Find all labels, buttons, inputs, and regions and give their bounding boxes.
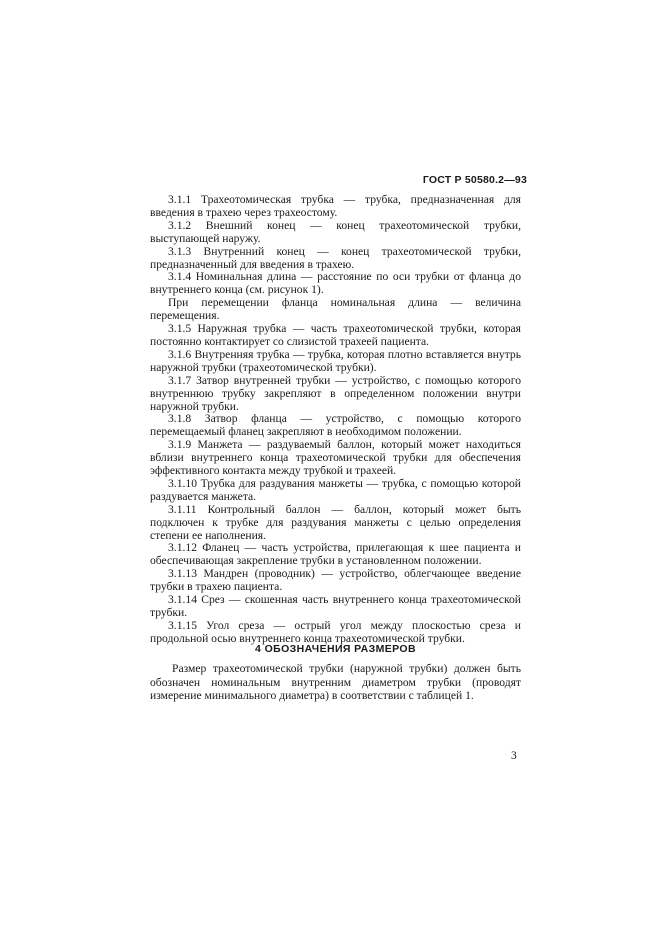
- definition-3-1-4-note: При перемещении фланца номинальная длина — величина перемещения.: [150, 296, 521, 323]
- document-header: ГОСТ Р 50580.2—93: [422, 174, 527, 186]
- definition-3-1-13: 3.1.13 Мандрен (проводник) — устройство, облегчающее введение трубки в трахею пациента.: [150, 567, 521, 594]
- definition-3-1-15: 3.1.15 Угол среза — острый угол между плоскостью среза и продольной осью внутреннего конца трахеотомической трубки.: [150, 618, 521, 645]
- section-4-body: [150, 662, 521, 703]
- page-number: 3: [511, 750, 517, 762]
- definition-3-1-4: 3.1.4 Номинальная длина — расстояние по оси трубки от фланца до внутреннего конца (см. рисунок 1).: [150, 270, 521, 297]
- definition-3-1-12: 3.1.12 Фланец — часть устройства, прилегающая к шее пациента и обеспечивающая закрепление трубки в установленном положении.: [150, 541, 521, 568]
- section-4-paragraph: Размер трахеотомической трубки (наружной трубки) должен быть обозначен номинальным внутренним диаметром трубки (проводят измерение минимального диаметра) в соответствии с таблицей 1.: [150, 662, 521, 703]
- definition-3-1-7: 3.1.7 Затвор внутренней трубки — устройство, с помощью которого внутреннюю трубку закрепляют в определенном положении внутри наружной трубки.: [150, 373, 521, 413]
- definition-3-1-14: 3.1.14 Срез — скошенная часть внутреннего конца трахеотомической трубки.: [150, 593, 521, 619]
- definition-3-1-8: 3.1.8 Затвор фланца — устройство, с помощью которого перемещаемый фланец закрепляют в необходимом положении.: [150, 412, 521, 439]
- definition-3-1-9: 3.1.9 Манжета — раздуваемый баллон, который может находиться вблизи внутреннего конца трахеотомической трубки для обеспечения эффективного контакта между трубкой и трахеей.: [150, 438, 521, 478]
- section-4-title: 4 ОБОЗНАЧЕНИЯ РАЗМЕРОВ: [255, 643, 416, 655]
- definition-3-1-2: 3.1.2 Внешний конец — конец трахеотомической трубки, выступающей наружу.: [150, 218, 521, 245]
- definition-3-1-10: 3.1.10 Трубка для раздувания манжеты — трубка, с помощью которой раздувается манжета.: [150, 476, 521, 503]
- definition-3-1-5: 3.1.5 Наружная трубка — часть трахеотомической трубки, которая постоянно контактирует со слизистой трахеей пациента.: [150, 322, 521, 348]
- definition-3-1-3: 3.1.3 Внутренний конец — конец трахеотомической трубки, предназначенный для введения в трахею.: [150, 244, 521, 271]
- definition-3-1-6: 3.1.6 Внутренняя трубка — трубка, которая плотно вставляется внутрь наружной трубки (трахеотомической трубки).: [150, 347, 521, 374]
- definition-3-1-1: 3.1.1 Трахеотомическая трубка — трубка, предназначенная для введения в трахею через трахеостому.: [150, 193, 521, 219]
- definitions-list: [150, 194, 521, 646]
- definition-3-1-11: 3.1.11 Контрольный баллон — баллон, который может быть подключен к трубке для раздувания манжеты с целью определения степени ее наполнения.: [150, 502, 521, 542]
